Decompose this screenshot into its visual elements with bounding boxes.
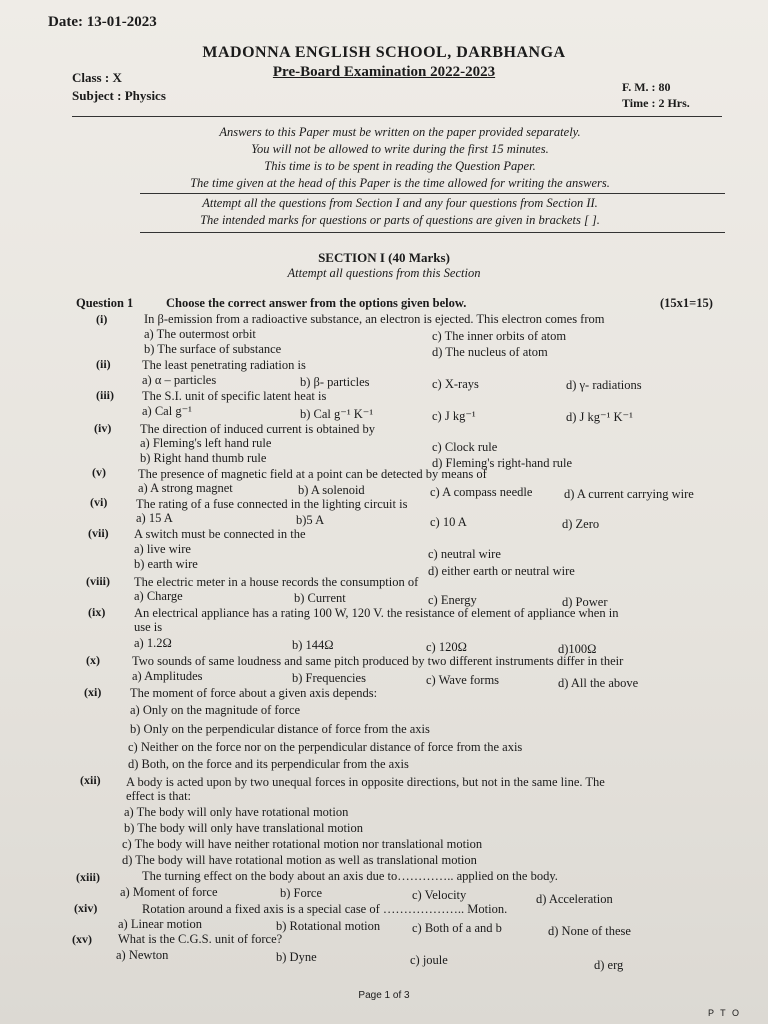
item-option: c) Energy <box>428 593 477 607</box>
item-option: b) Cal g⁻¹ K⁻¹ <box>300 407 374 421</box>
item-option: a) Charge <box>134 589 183 603</box>
item-stem: The S.I. unit of specific latent heat is <box>142 389 327 403</box>
item-option: b)5 A <box>296 513 325 527</box>
item-option: c) X-rays <box>432 377 479 391</box>
item-option: a) 15 A <box>136 511 173 525</box>
item-option: b) Current <box>294 591 346 605</box>
question-marks: (15x1=15) <box>660 296 713 310</box>
item-option: d) All the above <box>558 676 639 690</box>
item-number: (ix) <box>88 605 106 619</box>
instruction-line: This time is to be spent in reading the Question Paper. <box>264 159 536 173</box>
instruction-line: Attempt all the questions from Section I and any four questions from Section II. <box>202 196 598 210</box>
item-stem: What is the C.G.S. unit of force? <box>118 932 283 946</box>
item-option: b) A solenoid <box>298 483 365 497</box>
item-option: a) live wire <box>134 542 191 556</box>
item-option: a) Newton <box>116 948 169 962</box>
item-option: b) 144Ω <box>292 638 334 652</box>
item-number: (vii) <box>88 526 109 540</box>
item-option: d) either earth or neutral wire <box>428 564 575 578</box>
item-number: (iv) <box>94 421 112 435</box>
item-option: a) Amplitudes <box>132 669 203 683</box>
item-option: d) Acceleration <box>536 892 613 906</box>
item-option: d) Both, on the force and its perpendicular from the axis <box>128 757 409 771</box>
item-option: a) Moment of force <box>120 885 218 899</box>
item-number: (viii) <box>86 574 110 588</box>
item-option: c) Neither on the force nor on the perpendicular distance of force from the axis <box>128 740 523 754</box>
item-option: c) A compass needle <box>430 485 533 499</box>
section-subtitle: Attempt all questions from this Section <box>287 266 481 280</box>
item-stem: effect is that: <box>126 789 192 803</box>
item-stem: The least penetrating radiation is <box>142 358 306 372</box>
item-number: (xiii) <box>76 870 100 884</box>
item-option: c) Wave forms <box>426 673 500 687</box>
item-option: d) γ- radiations <box>566 378 642 392</box>
item-number: (xi) <box>84 685 102 699</box>
time-allowed: Time : 2 Hrs. <box>622 96 690 110</box>
item-stem: The turning effect on the body about an axis due to………….. applied on the body. <box>142 869 558 883</box>
item-stem: An electrical appliance has a rating 100 W, 120 V. the resistance of element of appliance when in <box>134 606 619 620</box>
header-divider <box>72 116 722 117</box>
question-instruction: Choose the correct answer from the options given below. <box>166 296 467 310</box>
exam-date: Date: 13-01-2023 <box>48 14 157 30</box>
item-option: b) The surface of substance <box>144 342 282 356</box>
item-option: b) Right hand thumb rule <box>140 451 267 465</box>
section-title: SECTION I (40 Marks) <box>318 250 450 265</box>
item-option: a) α – particles <box>142 373 217 387</box>
item-number: (ii) <box>96 357 111 371</box>
item-stem: In β-emission from a radioactive substance, an electron is ejected. This electron comes from <box>144 312 605 326</box>
item-stem: A switch must be connected in the <box>134 527 306 541</box>
full-marks: F. M. : 80 <box>622 80 671 94</box>
item-option: d) The nucleus of atom <box>432 345 548 359</box>
item-option: a) Only on the magnitude of force <box>130 703 301 717</box>
item-number: (xii) <box>80 773 101 787</box>
item-option: b) Frequencies <box>292 671 366 685</box>
item-option: b) The body will only have translational motion <box>124 821 363 835</box>
item-number: (xv) <box>72 932 92 946</box>
item-stem: The electric meter in a house records the consumption of <box>134 575 419 589</box>
item-number: (i) <box>96 312 108 326</box>
item-option: b) Rotational motion <box>276 919 381 933</box>
instruction-line: You will not be allowed to write during the first 15 minutes. <box>251 142 549 156</box>
item-number: (v) <box>92 465 106 479</box>
item-option: d) Power <box>562 595 608 609</box>
item-option: b) Dyne <box>276 950 317 964</box>
item-option: a) Linear motion <box>118 917 202 931</box>
instruction-divider <box>140 193 725 194</box>
item-number: (xiv) <box>74 901 98 915</box>
item-option: d) J kg⁻¹ K⁻¹ <box>566 410 633 424</box>
pto-mark: P T O <box>708 1008 742 1018</box>
item-option: d) Zero <box>562 517 600 531</box>
item-stem: The presence of magnetic field at a point can be detected by means of <box>138 467 487 481</box>
item-option: b) Force <box>280 886 322 900</box>
instruction-divider <box>140 232 725 233</box>
item-option: c) The body will have neither rotational motion nor translational motion <box>122 837 483 851</box>
item-option: c) Both of a and b <box>412 921 502 935</box>
item-option: c) Velocity <box>412 888 467 902</box>
item-stem: use is <box>134 620 163 634</box>
item-option: d) The body will have rotational motion as well as translational motion <box>122 853 477 867</box>
item-option: c) 120Ω <box>426 640 467 654</box>
item-option: d) Fleming's right-hand rule <box>432 456 573 470</box>
question-label: Question 1 <box>76 296 134 310</box>
item-stem: The moment of force about a given axis depends: <box>130 686 378 700</box>
item-number: (iii) <box>96 388 114 402</box>
item-option: a) Cal g⁻¹ <box>142 404 192 418</box>
item-option: d)100Ω <box>558 642 597 656</box>
item-stem: A body is acted upon by two unequal forces in opposite directions, but not in the same line. The <box>126 775 605 789</box>
item-option: c) neutral wire <box>428 547 501 561</box>
item-option: c) Clock rule <box>432 440 498 454</box>
item-option: a) The body will only have rotational motion <box>124 805 349 819</box>
page-number: Page 1 of 3 <box>358 990 410 1001</box>
item-number: (x) <box>86 653 100 667</box>
instruction-line: The intended marks for questions or parts of questions are given in brackets [ ]. <box>200 213 600 227</box>
item-stem: The rating of a fuse connected in the lighting circuit is <box>136 497 408 511</box>
exam-title: Pre-Board Examination 2022-2023 <box>272 64 496 80</box>
item-option: b) earth wire <box>134 557 198 571</box>
subject-label: Subject : Physics <box>72 88 166 103</box>
item-option: d) erg <box>594 958 624 972</box>
item-stem: Rotation around a fixed axis is a special case of ……………….. Motion. <box>142 902 508 916</box>
item-option: d) None of these <box>548 924 631 938</box>
item-option: b) Only on the perpendicular distance of force from the axis <box>130 722 430 736</box>
item-option: c) joule <box>410 953 448 967</box>
item-option: b) β- particles <box>300 375 370 389</box>
item-option: d) A current carrying wire <box>564 487 694 501</box>
school-name: MADONNA ENGLISH SCHOOL, DARBHANGA <box>202 44 566 61</box>
instruction-line: The time given at the head of this Paper is the time allowed for writing the answers. <box>190 176 610 190</box>
item-option: a) The outermost orbit <box>144 327 256 341</box>
item-option: c) The inner orbits of atom <box>432 329 567 343</box>
instruction-line: Answers to this Paper must be written on the paper provided separately. <box>219 125 581 139</box>
item-option: a) Fleming's left hand rule <box>140 436 272 450</box>
class-label: Class : X <box>72 70 122 85</box>
item-stem: Two sounds of same loudness and same pitch produced by two different instruments differ in their <box>132 654 624 668</box>
item-option: a) 1.2Ω <box>134 636 172 650</box>
item-stem: The direction of induced current is obtained by <box>140 422 375 436</box>
item-option: a) A strong magnet <box>138 481 233 495</box>
item-number: (vi) <box>90 495 108 509</box>
item-option: c) J kg⁻¹ <box>432 409 476 423</box>
item-option: c) 10 A <box>430 515 467 529</box>
